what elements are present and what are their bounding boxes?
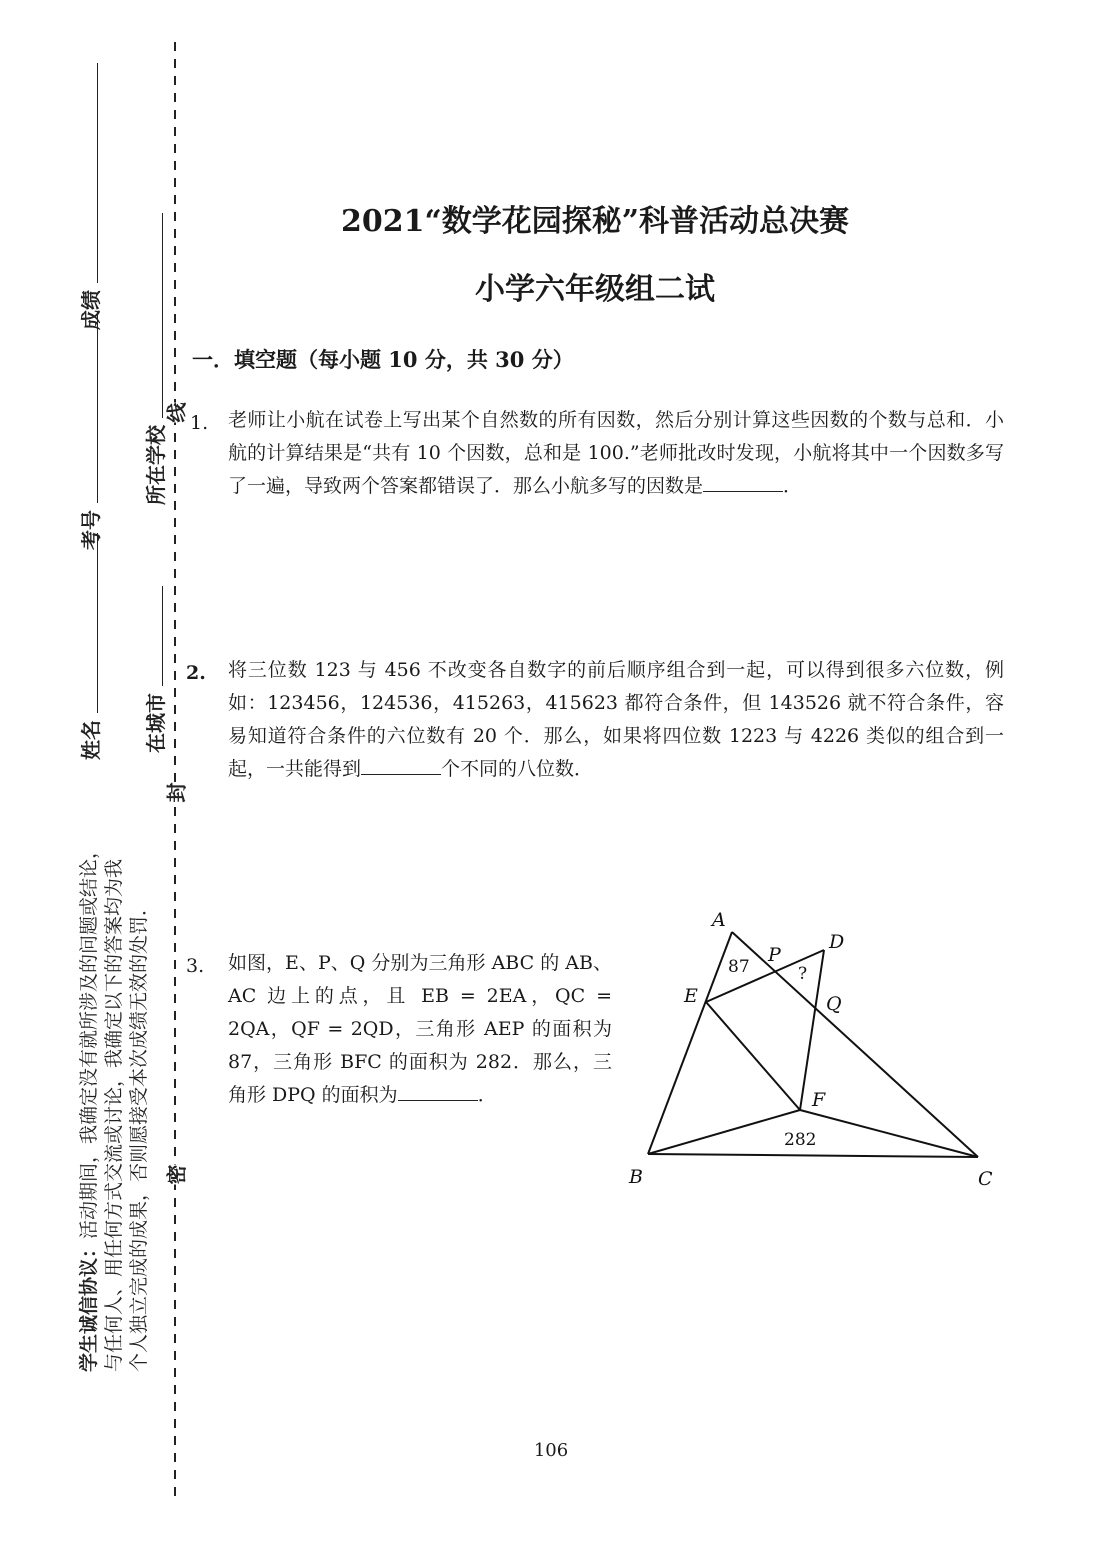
exam-id-label: 考号: [79, 510, 103, 550]
score-label: 成绩: [79, 290, 103, 330]
page-number: 106: [533, 1440, 569, 1461]
score-blank[interactable]: [97, 63, 98, 283]
question-2-body: 将三位数 123 与 456 不改变各自数字的前后顺序组合到一起，可以得到很多六位数，例如：123456，124536，415263，415623 都符合条件，但 143526 就不符合条件，容易知道符合条件的六位数有 20 个．那么，如果将四位数 1223 与 4226 类似的组合到一起，一共能得到: [228, 659, 1004, 780]
question-2-number: 2.: [186, 662, 206, 684]
segment-ab: [648, 932, 732, 1154]
name-label: 姓名: [79, 720, 103, 760]
label-f: F: [812, 1089, 826, 1111]
question-3-answer-blank[interactable]: [398, 1081, 478, 1101]
question-2-end: 个不同的八位数．: [441, 758, 594, 780]
question-3-number: 3.: [186, 955, 205, 977]
school-label: 所在学校: [144, 425, 168, 505]
label-q: Q: [826, 993, 842, 1015]
question-2-text: [228, 654, 1004, 786]
exam-id-label-group: [75, 313, 104, 550]
question-1-number: 1.: [190, 412, 209, 434]
seal-char-secret: 密: [161, 1165, 190, 1185]
question-1-body: 老师让小航在试卷上写出某个自然数的所有因数，然后分别计算这些因数的个数与总和．小航的计算结果是“共有 10 个因数，总和是 100.”老师批改时发现，小航将其中一个因数多写了一遍，导致两个答案都错误了．那么小航多写的因数是: [228, 409, 1004, 497]
seal-char-line: 线: [161, 403, 190, 423]
triangle-figure: [620, 900, 1020, 1200]
label-e: E: [684, 985, 698, 1007]
city-blank[interactable]: [162, 586, 163, 686]
label-b: B: [629, 1166, 643, 1188]
question-3-text: [228, 947, 612, 1112]
segment-ef: [706, 1002, 800, 1110]
name-blank[interactable]: [97, 533, 98, 713]
pledge-line-3: 个人独立完成的成果，否则愿接受本次成绩无效的处罚．: [128, 896, 150, 1372]
pledge-line-2: 与任何人、用任何方式交流或讨论，我确定以下的答案均为我: [103, 858, 125, 1372]
school-label-group: [140, 213, 169, 505]
question-1-end: ．: [783, 475, 803, 497]
question-2-answer-blank[interactable]: [361, 755, 441, 775]
city-label: 在城市: [144, 693, 168, 753]
pledge-line-1: [78, 840, 101, 1372]
question-1-text: [228, 404, 1004, 503]
page-subtitle: 小学六年级组二试: [475, 272, 715, 307]
pledge-title: 学生诚信协议：: [78, 1238, 100, 1372]
exam-id-blank[interactable]: [97, 313, 98, 503]
section-heading: 一．填空题（每小题 10 分，共 30 分）: [192, 347, 574, 372]
city-label-group: [140, 586, 169, 765]
segment-bc: [648, 1154, 978, 1157]
seal-char-seal: 封: [161, 783, 190, 803]
name-label-group: [75, 533, 104, 760]
segment-bf: [648, 1110, 800, 1154]
question-3-end: ．: [477, 1084, 497, 1106]
area-aep: 87: [728, 957, 750, 977]
question-3-body: 如图，E、P、Q 分别为三角形 ABC 的 AB、AC 边上的点，且 EB = 2EA，QC = 2QA，QF = 2QD，三角形 AEP 的面积为 87，三角形 BFC 的面积为 282．那么，三角形 DPQ 的面积为: [228, 952, 612, 1106]
page-title: 2021“数学花园探秘”科普活动总决赛: [340, 204, 849, 239]
school-blank[interactable]: [162, 213, 163, 418]
area-bfc: 282: [784, 1130, 817, 1150]
label-a: A: [712, 909, 726, 931]
label-p: P: [768, 944, 781, 966]
label-c: C: [978, 1168, 993, 1190]
question-1-answer-blank[interactable]: [703, 472, 783, 492]
pledge-text-1: 活动期间，我确定没有就所涉及的问题或结论，: [78, 839, 100, 1239]
label-d: D: [829, 931, 845, 953]
area-dpq: ?: [798, 964, 808, 984]
